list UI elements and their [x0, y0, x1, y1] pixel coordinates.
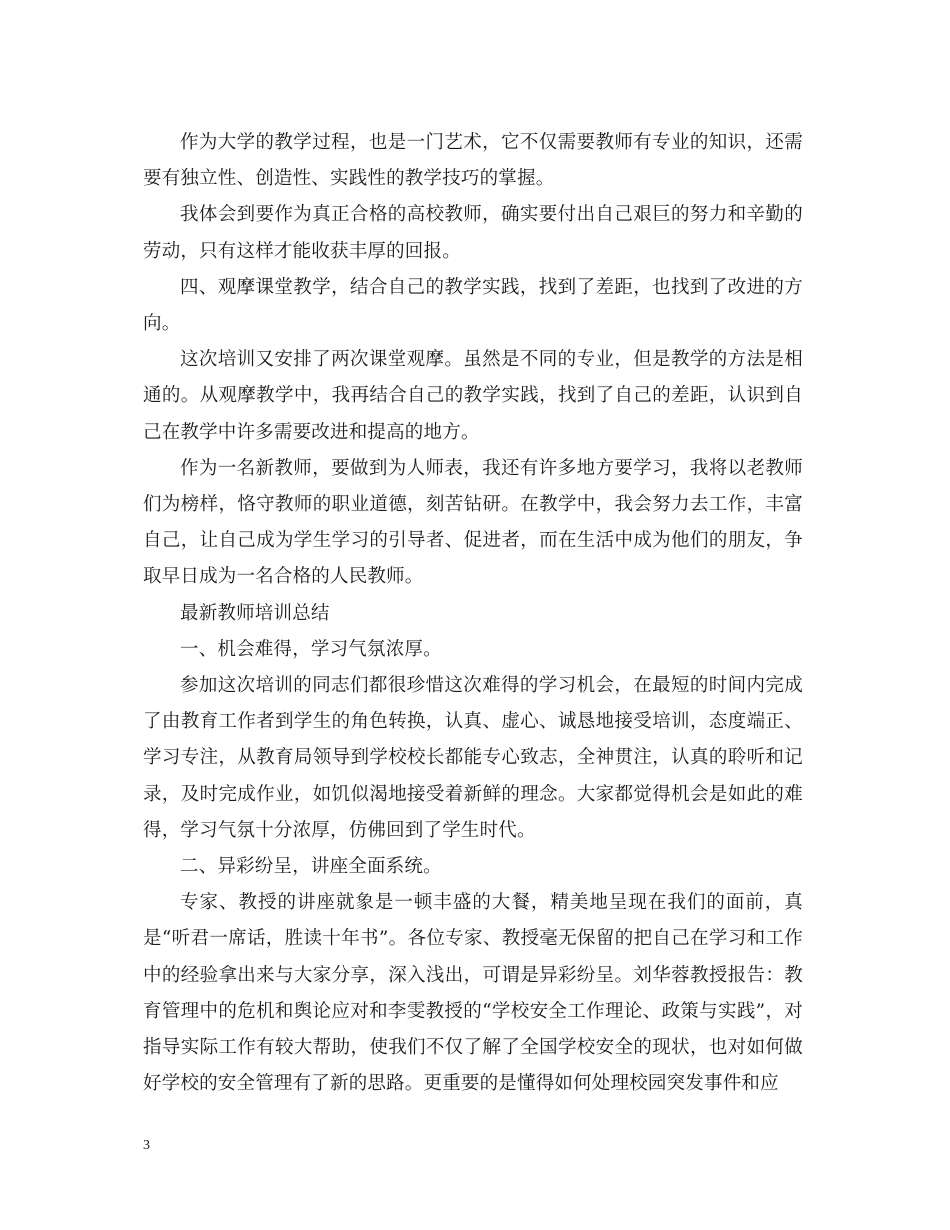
section-heading: 四、观摩课堂教学，结合自己的教学实践，找到了差距，也找到了改进的方向。 [143, 276, 803, 335]
paragraph: 作为一名新教师，要做到为人师表，我还有许多地方要学习，我将以老教师们为榜样，恪守教师的职业道德，刻苦钻研。在教学中，我会努力去工作，丰富自己，让自己成为学生学习的引导者、促进者，而在生活中成为他们的朋友，争取早日成为一名合格的人民教师。 [143, 457, 803, 588]
paragraph: 专家、教授的讲座就象是一顿丰盛的大餐，精美地呈现在我们的面前，真是“听君一席话，胜读十年书”。各位专家、教授毫无保留的把自己在学习和工作中的经验拿出来与大家分享，深入浅出，可谓是异彩纷呈。刘华蓉教授报告：教育管理中的危机和舆论应对和李雯教授的“学校安全工作理论、政策与实践”，对指导实际工作有较大帮助，使我们不仅了解了全国学校安全的现状，也对如何做好学校的安全管理有了新的思路。更重要的是懂得如何处理校园突发事件和应 [143, 892, 803, 1095]
paragraph: 参加这次培训的同志们都很珍惜这次难得的学习机会，在最短的时间内完成了由教育工作者到学生的角色转换，认真、虚心、诚恳地接受培训，态度端正、学习专注，从教育局领导到学校校长都能专心致志，全神贯注，认真的聆听和记录，及时完成作业，如饥似渴地接受着新鲜的理念。大家都觉得机会是如此的难得，学习气氛十分浓厚，仿佛回到了学生时代。 [143, 675, 803, 841]
paragraph: 这次培训又安排了两次课堂观摩。虽然是不同的专业，但是教学的方法是相通的。从观摩教学中，我再结合自己的教学实践，找到了自己的差距，认识到自己在教学中许多需要改进和提高的地方。 [143, 349, 803, 443]
document-title: 最新教师培训总结 [180, 602, 330, 624]
page-number: 3 [143, 1138, 150, 1153]
section-heading: 一、机会难得，学习气氛浓厚。 [180, 638, 442, 660]
section-heading: 二、异彩纷呈，讲座全面系统。 [180, 856, 442, 878]
paragraph: 我体会到要作为真正合格的高校教师，确实要付出自己艰巨的努力和辛勤的劳动，只有这样才能收获丰厚的回报。 [143, 204, 803, 262]
document-body [143, 125, 803, 1102]
paragraph: 作为大学的教学过程，也是一门艺术，它不仅需要教师有专业的知识，还需要有独立性、创造性、实践性的教学技巧的掌握。 [143, 132, 803, 190]
